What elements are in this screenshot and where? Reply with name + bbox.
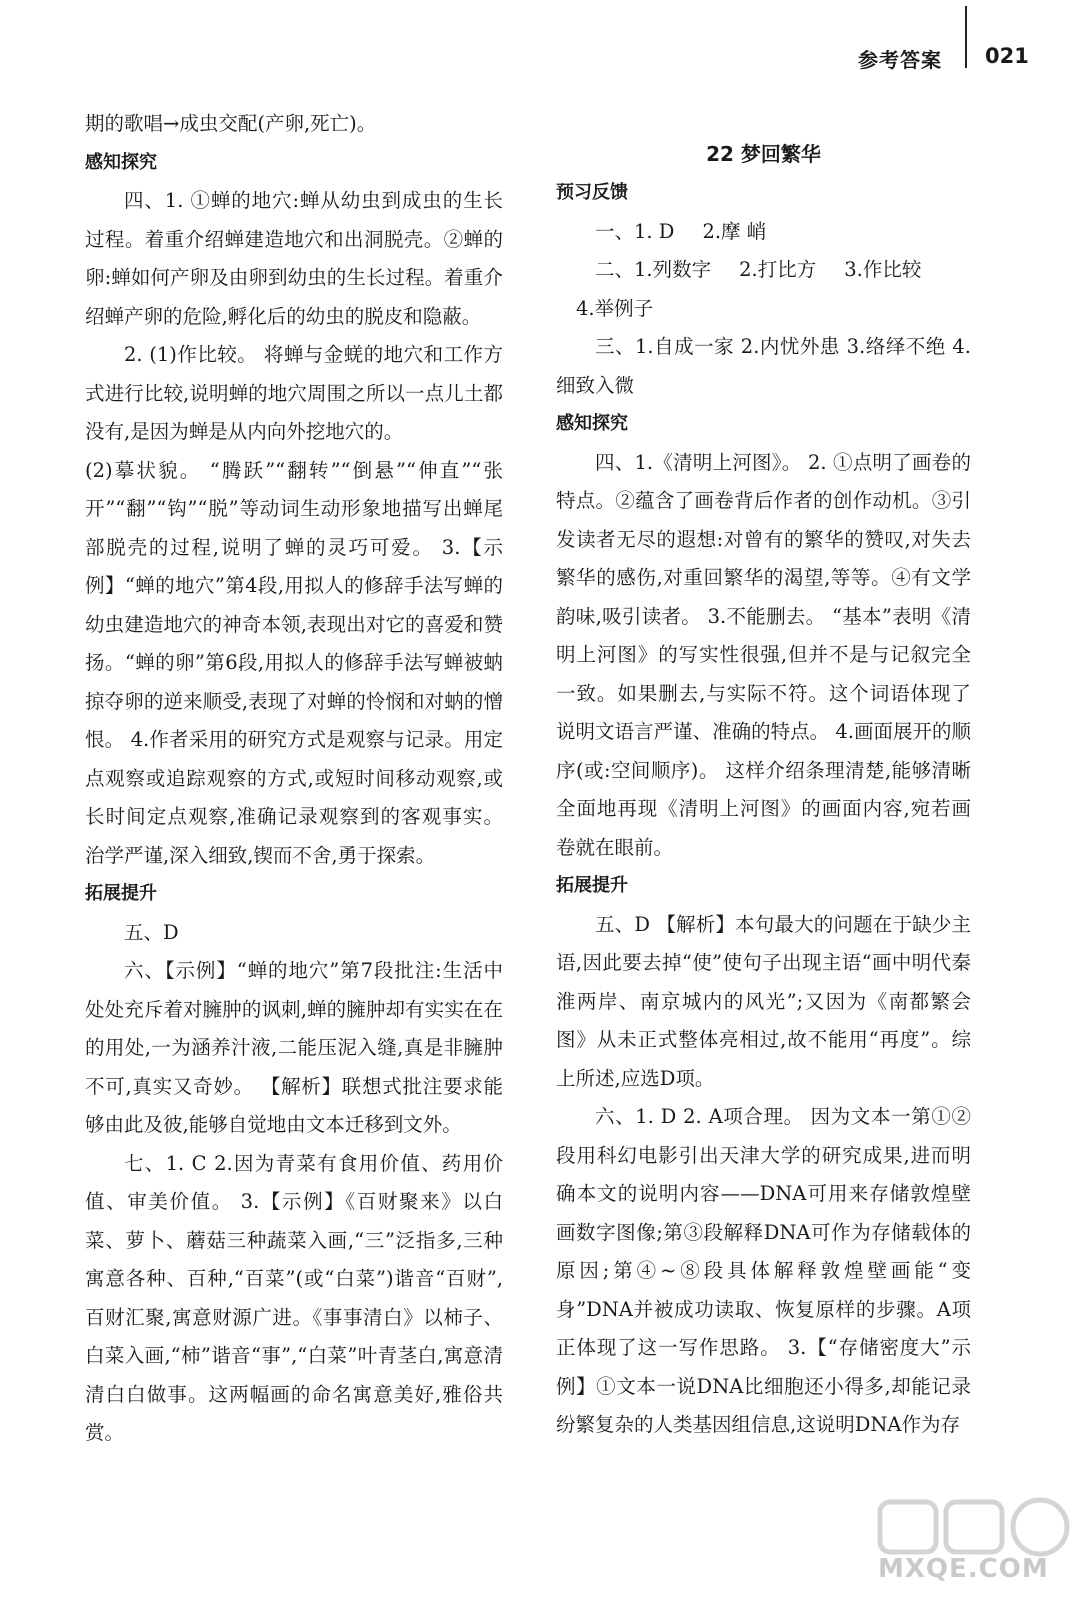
answer-2-part-d: 4.举例子: [576, 296, 654, 320]
answer-7: 七、1. C 2.因为青菜有食用价值、药用价值、审美价值。 3.【示例】《百财聚来》以白菜、萝卜、蘑菇三种蔬菜入画,“三”泛指多,三种寓意各种、百种,“百菜”(或“白菜”)谐音“百财”,百财汇聚,寓意财源广进。《事事清白》以柿子、白菜入画,“柿”谐音“事”,“白菜”叶青茎白,寓意清清白白做事。这两幅画的命名寓意美好,雅俗共赏。: [85, 1151, 503, 1444]
answer-6-right: 六、1. D 2. A项合理。 因为文本一第①②段用科幻电影引出天津大学的研究成果,进而明确本文的说明内容——DNA可用来存储敦煌壁画数字图像;第③段解释DNA可作为存储载体的原因;第④~⑧段具体解释敦煌壁画能“变身”DNA并被成功读取、恢复原样的步骤。A项正体现了这一写作思路。 3.【“存储密度大”示例】①文本一说DNA比细胞还小得多,却能记录纷繁复杂的人类基因组信息,这说明DNA作为存: [556, 1105, 971, 1436]
section-heading-perceive: 感知探究: [85, 151, 157, 173]
answer-2: [556, 251, 971, 290]
watermark-text: MXQE.COM: [878, 1554, 1049, 1584]
continued-line: 期的歌唱→成虫交配(产卵,死亡)。: [85, 112, 377, 135]
lesson-title: 22 梦回繁华: [706, 142, 821, 166]
running-header: 参考答案: [858, 48, 942, 72]
answer-1-part-b: 2.摩 峭: [702, 219, 767, 243]
right-column: [556, 134, 971, 1445]
answer-2-part-a: 二、1.列数字: [595, 258, 712, 281]
answer-5-right: 五、D 【解析】本句最大的问题在于缺少主语,因此要去掉“使”使句子出现主语“画中明代秦淮两岸、南京城内的风光”;又因为《南都繁会图》从未正式整体亮相过,故不能用“再度”。综上所述,应选D项。: [556, 912, 971, 1090]
section-heading-expand: 拓展提升: [85, 883, 157, 904]
answer-4: 四、1.《清明上河图》。 2. ①点明了画卷的特点。②蕴含了画卷背后作者的创作动机。③引发读者无尽的遐想:对曾有的繁华的赞叹,对失去繁华的感伤,对重回繁华的渴望,等等。④有文学韵味,吸引读者。 3.不能删去。 “基本”表明《清明上河图》的写实性很强,但并不是与记叙完全一致。如果删去,与实际不符。这个词语体现了说明文语言严谨、准确的特点。 4.画面展开的顺序(或:空间顺序)。 这样介绍条理清楚,能够清晰全面地再现《清明上河图》的画面内容,宛若画卷就在眼前。: [556, 450, 971, 859]
answer-5: 五、D: [124, 920, 179, 944]
answer-4-2: 2. (1)作比较。 将蝉与金蜣的地穴和工作方式进行比较,说明蝉的地穴周围之所以一点儿土都没有,是因为蝉是从内向外挖地穴的。: [85, 343, 503, 443]
section-heading-preview: 预习反馈: [556, 182, 628, 203]
answer-2-part-c: 3.作比较: [844, 258, 922, 281]
answer-1-part-a: 一、1. D: [595, 219, 675, 243]
header-divider: [965, 6, 967, 68]
page-number: 021: [985, 44, 1029, 68]
answer-4-3: (2)摹状貌。 “腾跃”“翻转”“倒悬”“伸直”“张开”“翻”“钩”“脱”等动词生动形象地描写出蝉尾部脱壳的过程,说明了蝉的灵巧可爱。 3.【示例】“蝉的地穴”第4段,用拟人的修辞手法写蝉的幼虫建造地穴的神奇本领,表现出对它的喜爱和赞扬。“蝉的卵”第6段,用拟人的修辞手法写蝉被蚋掠夺卵的逆来顺受,表现了对蝉的怜悯和对蚋的憎恨。 4.作者采用的研究方式是观察与记录。用定点观察或追踪观察的方式,或短时间移动观察,或长时间定点观察,准确记录观察到的客观事实。 治学严谨,深入细致,锲而不舍,勇于探索。: [85, 458, 503, 867]
section-heading-expand-right: 拓展提升: [556, 875, 628, 896]
answer-6: 六、【示例】“蝉的地穴”第7段批注:生活中处处充斥着对臃肿的讽刺,蝉的臃肿却有实实在在的用处,一为涵养汁液,二能压泥入缝,真是非臃肿不可,真实又奇妙。 【解析】联想式批注要求能够由此及彼,能够自觉地由文本迁移到文外。: [85, 959, 503, 1136]
answer-1: [556, 213, 971, 252]
answer-2-part-b: 2.打比方: [739, 258, 817, 281]
answer-4-1: 四、1. ①蝉的地穴:蝉从幼虫到成虫的生长过程。着重介绍蝉建造地穴和出洞脱壳。②蝉的卵:蝉如何产卵及由卵到幼虫的生长过程。着重介绍蝉产卵的危险,孵化后的幼虫的脱皮和隐蔽。: [85, 189, 503, 328]
section-heading-perceive-right: 感知探究: [556, 413, 628, 434]
left-column: [85, 105, 503, 1453]
answer-3: 三、1.自成一家 2.内忧外患 3.络绎不绝 4.细致入微: [556, 335, 971, 397]
